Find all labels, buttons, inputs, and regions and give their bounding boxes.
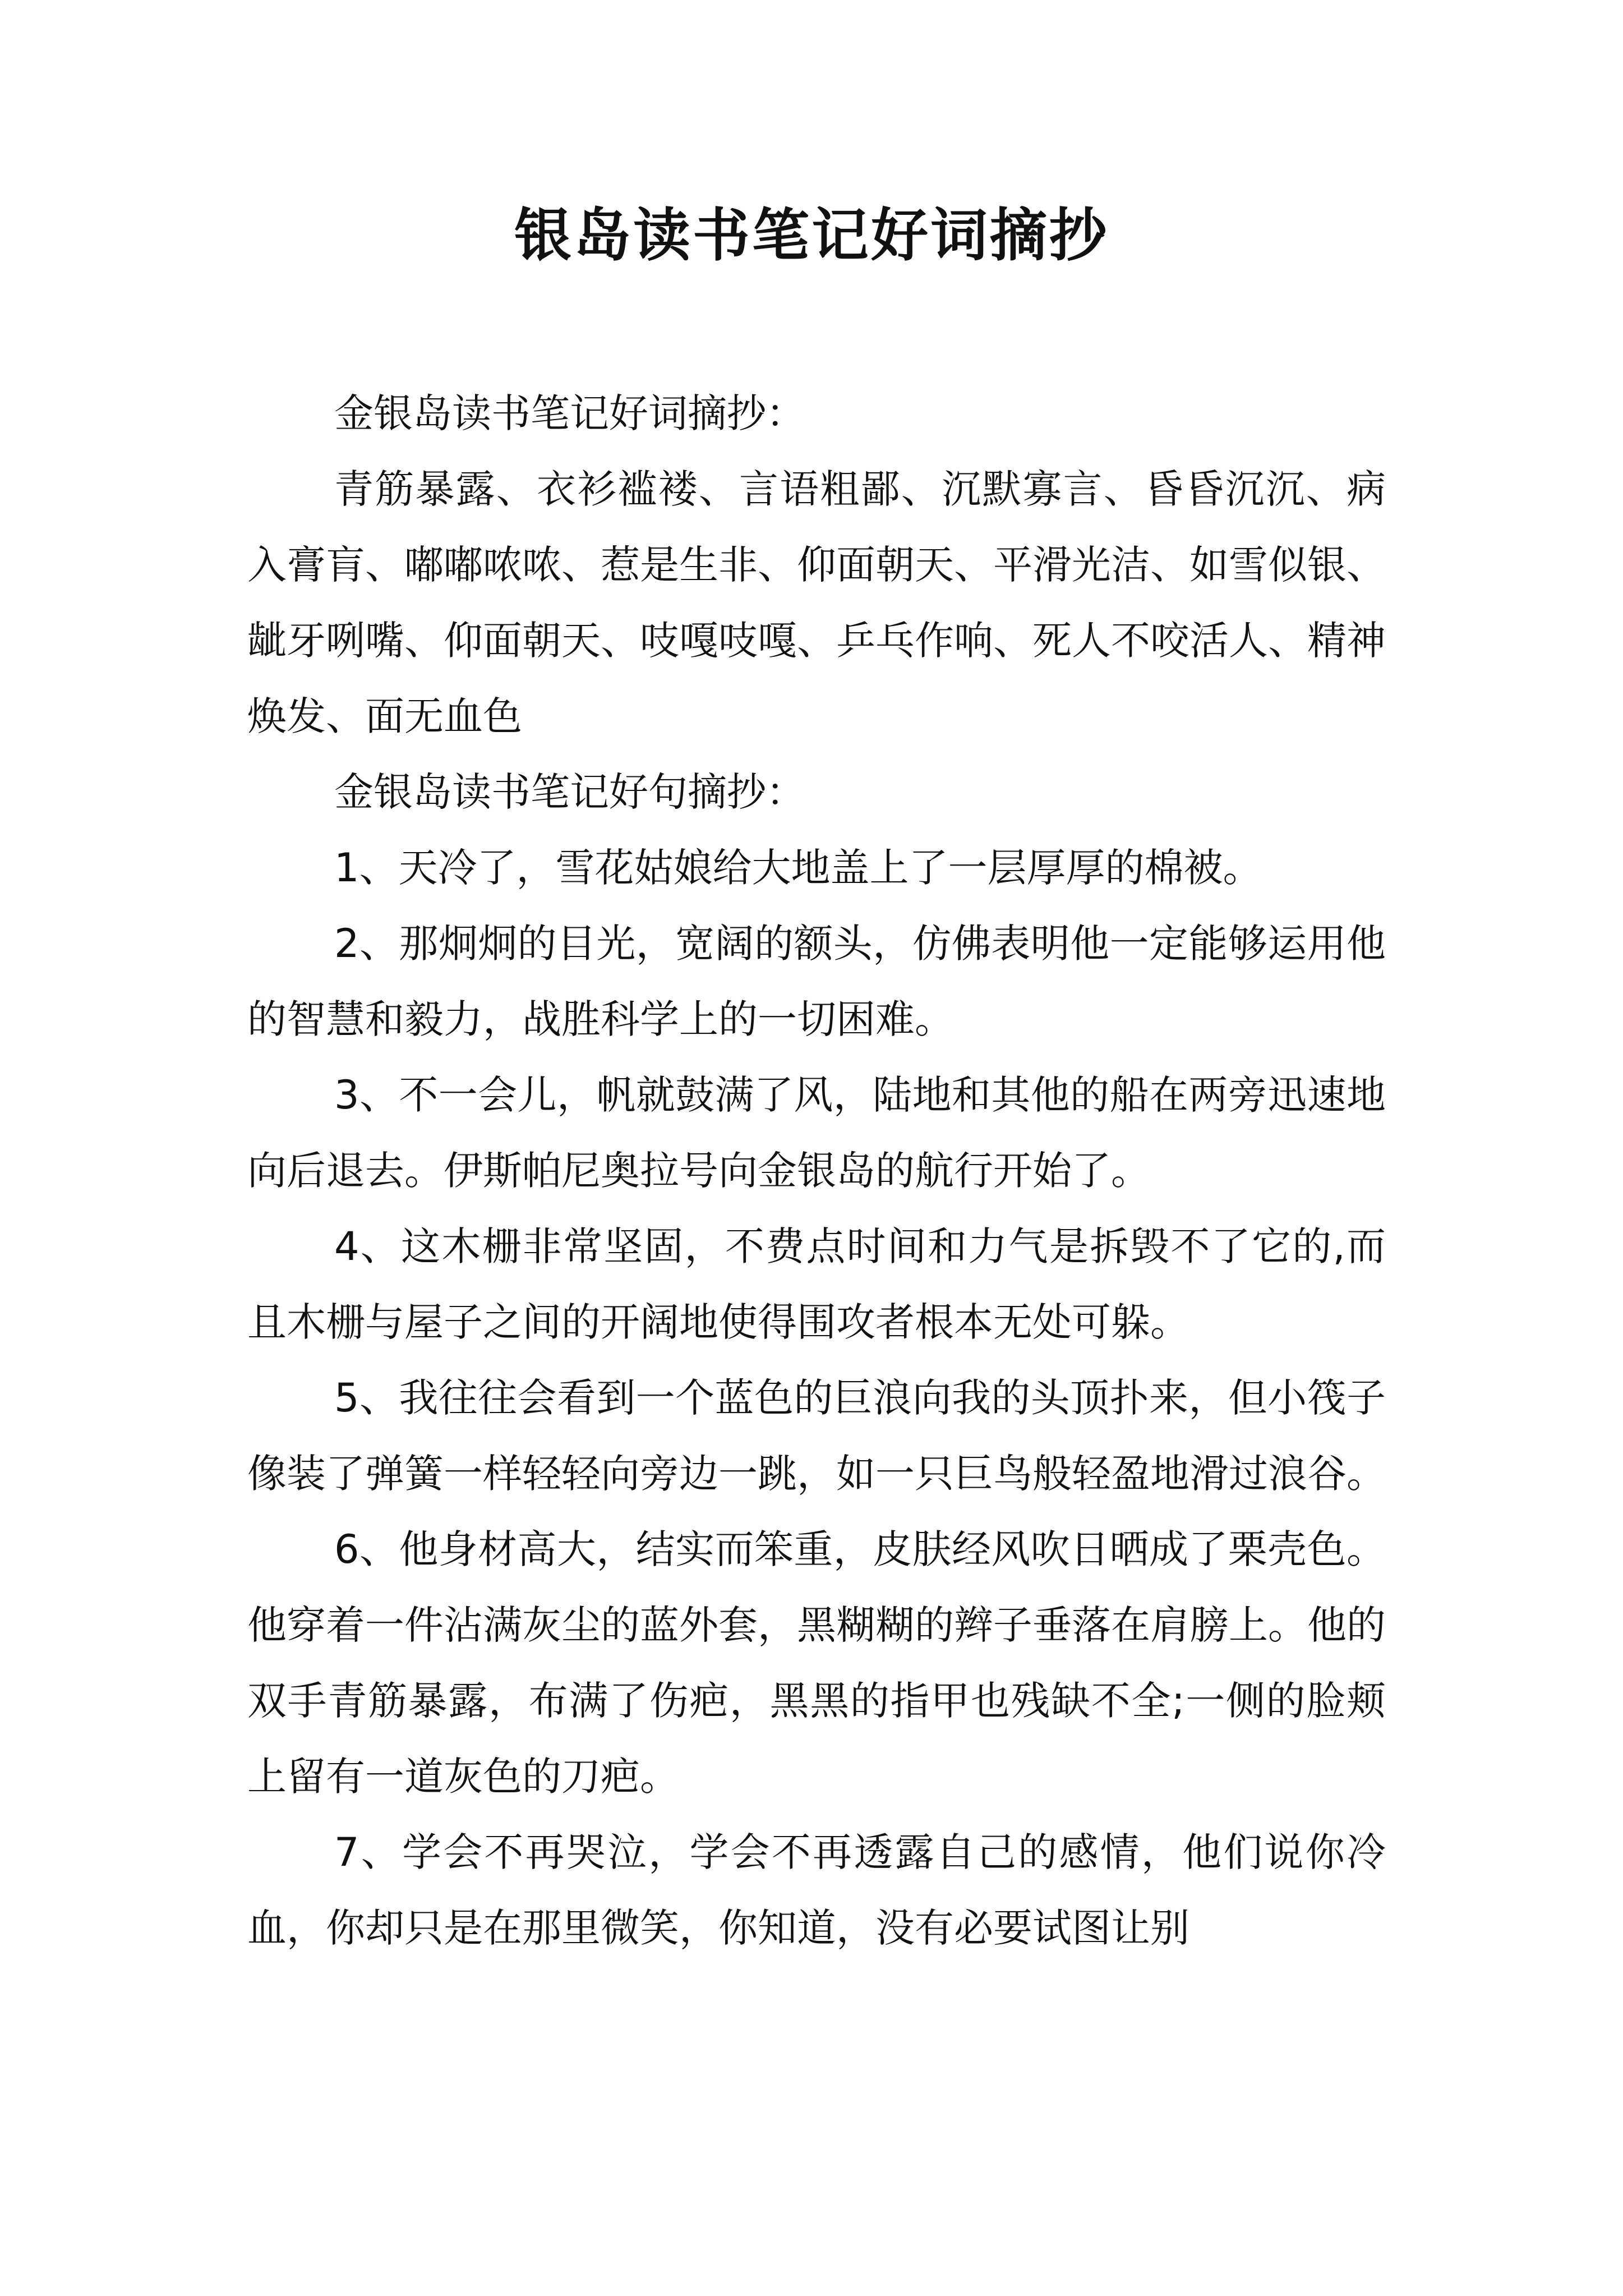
paragraph-sentence-5: 5、我往往会看到一个蓝色的巨浪向我的头顶扑来，但小筏子像装了弹簧一样轻轻向旁边一跳，如一只巨鸟般轻盈地滑过浪谷。: [247, 1375, 1386, 1497]
paragraph-sentence-3: 3、不一会儿，帆就鼓满了风，陆地和其他的船在两旁迅速地向后退去。伊斯帕尼奥拉号向金银岛的航行开始了。: [247, 1072, 1386, 1194]
paragraph-good-words-heading: 金银岛读书笔记好词摘抄：: [334, 390, 805, 436]
document-title: 银岛读书笔记好词摘抄: [514, 202, 1109, 269]
document-body: [247, 376, 1386, 1966]
paragraph-good-words-list: 青筋暴露、衣衫褴褛、言语粗鄙、沉默寡言、昏昏沉沉、病入膏肓、嘟嘟哝哝、惹是生非、仰面朝天、平滑光洁、如雪似银、龇牙咧嘴、仰面朝天、吱嘎吱嘎、乒乓作响、死人不咬活人、精神焕发、面无血色: [247, 466, 1386, 739]
paragraph-sentence-2: 2、那炯炯的目光，宽阔的额头，仿佛表明他一定能够运用他的智慧和毅力，战胜科学上的一切困难。: [247, 921, 1386, 1042]
paragraph-sentence-1: 1、天冷了，雪花姑娘给大地盖上了一层厚厚的棉被。: [334, 845, 1262, 891]
paragraph-sentence-7: 7、学会不再哭泣，学会不再透露自己的感情，他们说你冷血，你却只是在那里微笑，你知道，没有必要试图让别: [247, 1829, 1386, 1951]
paragraph-good-sentences-heading: 金银岛读书笔记好句摘抄：: [334, 769, 805, 815]
paragraph-sentence-6: 6、他身材高大，结实而笨重，皮肤经风吹日晒成了栗壳色。他穿着一件沾满灰尘的蓝外套，黑糊糊的辫子垂落在肩膀上。他的双手青筋暴露，布满了伤疤，黑黑的指甲也残缺不全;一侧的脸颊上留有一道灰色的刀疤。: [247, 1526, 1386, 1800]
paragraph-sentence-4: 4、这木栅非常坚固，不费点时间和力气是拆毁不了它的,而且木栅与屋子之间的开阔地使得围攻者根本无处可躲。: [247, 1223, 1386, 1345]
